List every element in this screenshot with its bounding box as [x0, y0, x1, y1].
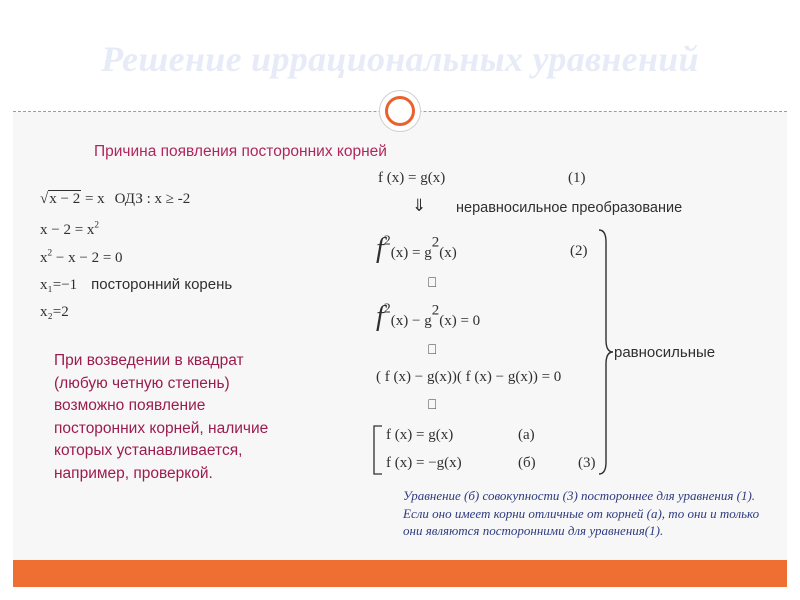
right-equation-4: ( f (x) − g(x))( f (x) − g(x)) = 0	[376, 369, 562, 385]
eq2-g-exp: 2	[431, 234, 440, 251]
note-text: Уравнение (б) совокупности (3) постороннее для уравнения (1). Если оно имеет корни отличные от корней (а), то они и только они являются посторонними для уравнения(1).	[403, 488, 760, 538]
eq2-exponent: 2	[94, 220, 100, 231]
system-bracket-icon	[370, 424, 384, 476]
right-brace-icon	[596, 228, 616, 476]
eq3-rest: − x − 2 = 0	[52, 250, 123, 266]
extraneous-root-label: посторонний корень	[91, 276, 233, 293]
placeholder-box-icon-3: ⎕	[428, 398, 437, 413]
eq3-end: (x) = 0	[439, 313, 481, 329]
eq3-mid: (x) − g	[390, 313, 432, 329]
eq3-x: x	[40, 250, 48, 266]
eq3-exponent: 2	[47, 248, 53, 259]
equation-label-2: (2)	[570, 243, 588, 259]
right-equation-1: f (x) = g(x)	[378, 170, 446, 186]
radicand: x − 2	[49, 191, 81, 207]
eq1-rhs: = x	[81, 191, 105, 207]
orange-ring-icon	[385, 96, 415, 126]
root-x2: x₂=2	[40, 304, 69, 320]
bottom-accent-bar	[13, 560, 787, 587]
eq3-f: $f^2$	[376, 301, 391, 332]
sqrt-icon: √	[40, 191, 49, 207]
eq3-g-exp: 2	[431, 302, 440, 319]
equation-label-1: (1)	[568, 170, 586, 186]
label-a: (а)	[518, 427, 535, 443]
label-b: (б)	[518, 455, 536, 471]
left-equation-1	[40, 190, 190, 208]
eq2-f: $f^2$	[376, 233, 391, 264]
left-equation-3	[40, 250, 123, 267]
implies-arrow-icon: ⇓	[412, 196, 427, 215]
explanation-text: При возведении в квадрат (любую четную степень) возможно появление посторонних корней, наличие которых устанавливается, например, проверкой.	[54, 352, 269, 482]
section-heading: Причина появления посторонних корней	[94, 143, 387, 160]
equation-label-3: (3)	[578, 455, 596, 471]
system-equation-a: f (x) = g(x)	[386, 427, 454, 443]
eq2-text: x − 2 = x	[40, 222, 95, 238]
x1-value: x₁=−1	[40, 277, 78, 293]
right-equation-2	[376, 233, 457, 265]
left-equation-2	[40, 222, 99, 239]
equivalent-label: равносильные	[614, 344, 716, 361]
slide-title: Решение иррациональных уравнений	[101, 39, 699, 79]
root-x1	[40, 276, 232, 294]
eq2-end: (x)	[439, 245, 457, 261]
right-equation-3	[376, 301, 480, 333]
eq2-mid: (x) = g	[390, 245, 432, 261]
placeholder-box-icon-2: ⎕	[428, 343, 437, 358]
odz-condition: ОДЗ : x ≥ -2	[114, 191, 191, 207]
placeholder-box-icon-1: ⎕	[428, 276, 437, 291]
system-equation-b: f (x) = −g(x)	[386, 455, 462, 471]
non-equivalent-label: неравносильное преобразование	[456, 200, 683, 216]
